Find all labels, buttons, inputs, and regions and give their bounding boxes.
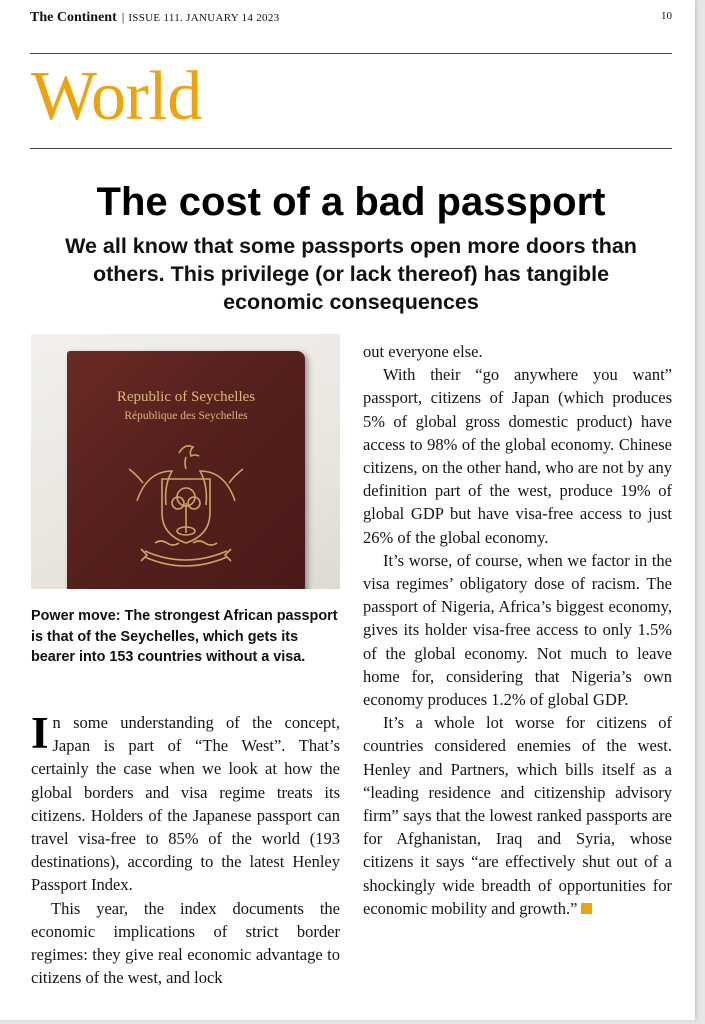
photo-caption: Power move: The strongest African passport is that of the Seychelles, which gets its bearer into 153 countries without a visa.: [31, 608, 338, 665]
issue-label: ISSUE 111. JANUARY 14 2023: [128, 12, 280, 24]
end-mark-icon: [581, 903, 592, 914]
page-header: [30, 9, 672, 27]
article-headline: The cost of a bad passport: [96, 180, 606, 224]
paragraph-2: This year, the index documents the economic implications of strict border regimes: they give real economic advantage to citizens of the west, and lock: [31, 898, 340, 988]
article-standfirst: We all know that some passports open more doors than others. This privilege (or lack thereof) has tangible economic consequences: [65, 234, 637, 314]
article-column-right: [363, 340, 672, 920]
paragraph-1-text: n some understanding of the concept, Japan is part of “The West”. That’s certainly the case when we look at how the global borders and visa regime treats its citizens. Holders of the Japanese passport can travel visa-free to 85% of the world (193 destinations), according to the latest Henley Passport Index.: [31, 713, 340, 895]
paragraph-2-continued: out everyone else.: [363, 342, 483, 361]
passport-cover: [67, 351, 305, 589]
coat-of-arms-icon: [67, 351, 305, 589]
section-rule: [30, 148, 672, 149]
article-column-left: [31, 708, 340, 989]
passport-subtitle: République des Seychelles: [124, 410, 248, 422]
section-title: World: [31, 58, 202, 135]
drop-cap: I: [31, 708, 49, 758]
passport-title: Republic of Seychelles: [116, 389, 256, 405]
paragraph-1: [31, 708, 340, 897]
masthead: The Continent: [30, 10, 117, 25]
passport-photo: [31, 334, 340, 589]
paragraph-4: It’s worse, of course, when we factor in the visa regimes’ obligatory dose of racism. The passport of Nigeria, Africa’s biggest economy, gives its holder visa-free access to only 1.5% of the global economy. Not much to leave home for, considering that Nigeria’s own economy produces 1.2% of global GDP.: [363, 550, 672, 710]
page-number: 10: [661, 10, 672, 22]
paragraph-5: [363, 711, 672, 920]
header-separator: |: [121, 9, 125, 24]
header-rule: [30, 53, 672, 54]
paragraph-3: With their “go anywhere you want” passport, citizens of Japan (which produces 5% of global gross domestic product) have access to 98% of the global economy. Chinese citizens, on the other hand, who are not by any definition part of the west, produce 19% of global GDP but have visa-free access to just 26% of the global economy.: [363, 365, 672, 547]
paragraph-5-text: It’s a whole lot worse for citizens of countries considered enemies of the west. Henley and Partners, which bills itself as a “leading residence and citizenship advisory firm” says that the lowest ranked passports are for Afghanistan, Iraq and Syria, whose citizens it says “are effectively shut out of a shockingly wide breadth of opportunities for economic mobility and growth.”: [363, 713, 672, 918]
